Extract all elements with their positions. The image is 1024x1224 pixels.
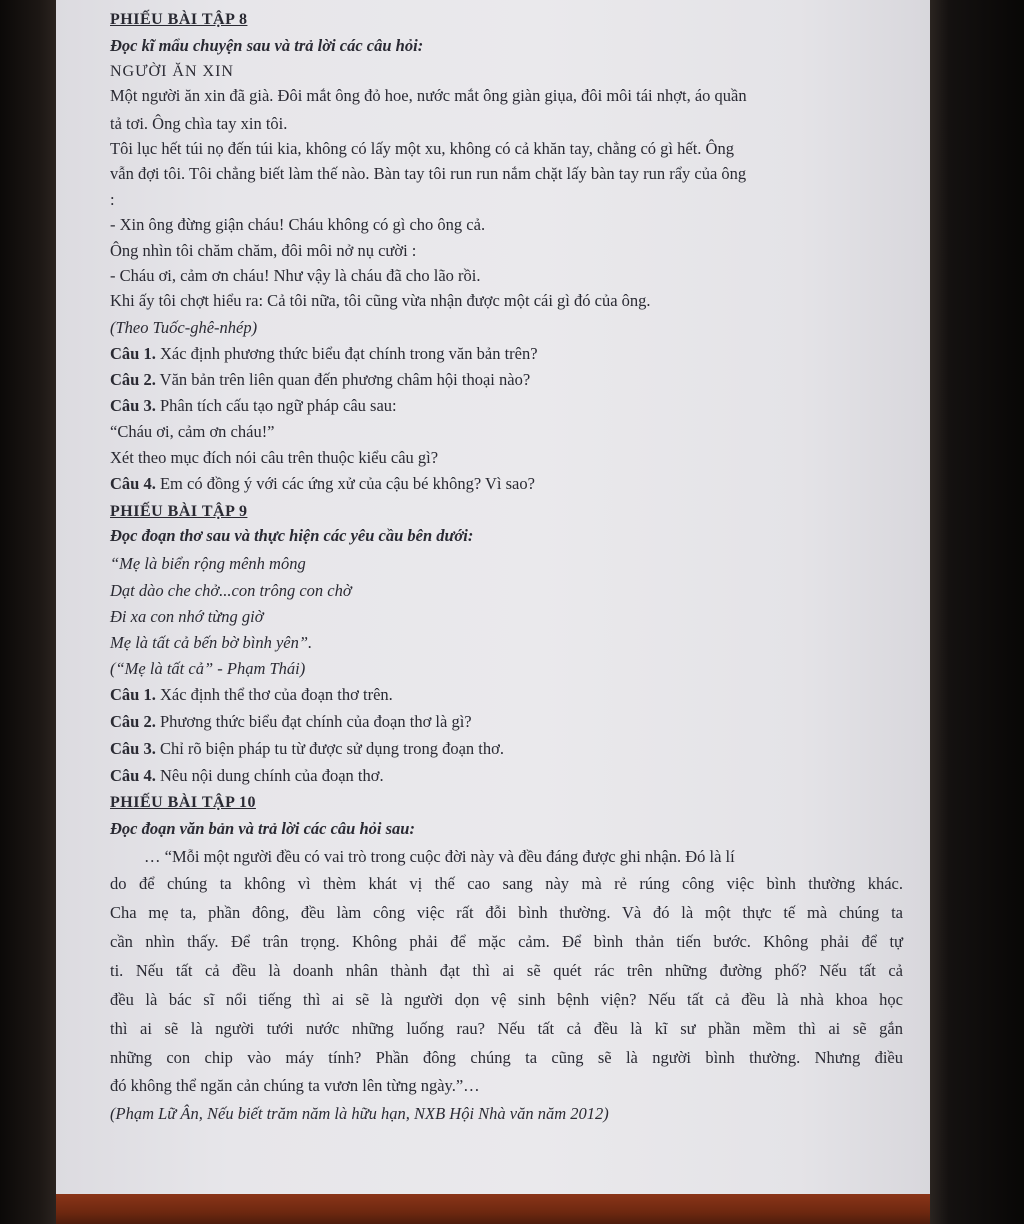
- question-text: Phân tích cấu tạo ngữ pháp câu sau:: [155, 396, 397, 415]
- story-line: - Xin ông đừng giận cháu! Cháu không có gì cho ông cả.: [110, 215, 486, 234]
- passage-source: (Phạm Lữ Ân, Nếu biết trăm năm là hữu hạn, NXB Hội Nhà văn năm 2012): [110, 1104, 609, 1123]
- passage-line: những con chip vào máy tính? Phần đông chúng ta cũng sẽ là người bình thường. Nhưng điều: [110, 1048, 903, 1067]
- table-surface: [56, 1194, 930, 1224]
- quoted-sentence: “Cháu ơi, cảm ơn cháu!”: [110, 422, 275, 441]
- story-line: tả tơi. Ông chìa tay xin tôi.: [110, 114, 288, 133]
- story-source: (Theo Tuốc-ghê-nhép): [110, 318, 258, 337]
- question-text: Em có đồng ý với các ứng xử của cậu bé không? Vì sao?: [155, 474, 535, 493]
- question-number: Câu 2.: [110, 370, 156, 389]
- question-number: Câu 3.: [110, 739, 156, 758]
- question-text: Văn bản trên liên quan đến phương châm hội thoại nào?: [155, 370, 531, 389]
- poem-line: Dạt dào che chở...con trông con chờ: [110, 581, 352, 600]
- question-text: Phương thức biểu đạt chính của đoạn thơ là gì?: [155, 712, 472, 731]
- question-number: Câu 4.: [110, 474, 156, 493]
- question: [110, 370, 530, 390]
- question: [110, 766, 384, 786]
- sheet10-heading: PHIẾU BÀI TẬP 10: [110, 794, 256, 811]
- question: [110, 685, 393, 705]
- passage-line: ti. Nếu tất cả đều là doanh nhân thành đạt thì ai sẽ quét rác trên những đường phố? Nếu tất cả: [110, 961, 903, 980]
- passage-line: đó không thể ngăn cản chúng ta vươn lên từng ngày.”…: [110, 1076, 480, 1095]
- story-title: NGƯỜI ĂN XIN: [110, 63, 234, 80]
- passage-line: do để chúng ta không vì thèm khát vị thế cao sang này mà rẻ rúng công việc bình thường khác.: [110, 874, 903, 893]
- question-number: Câu 4.: [110, 766, 156, 785]
- question: [110, 712, 472, 732]
- question-number: Câu 1.: [110, 685, 156, 704]
- poem-line: “Mẹ là biển rộng mênh mông: [110, 554, 306, 573]
- story-line: Tôi lục hết túi nọ đến túi kia, không có lấy một xu, không có cả khăn tay, chẳng có gì hết. Ông: [110, 139, 734, 158]
- story-line: Khi ấy tôi chợt hiểu ra: Cả tôi nữa, tôi cũng vừa nhận được một cái gì đó của ông.: [110, 291, 651, 310]
- passage-line: thì ai sẽ là người tưới nước những luống rau? Nếu tất cả đều là kĩ sư phần mềm thì ai sẽ gắn: [110, 1019, 903, 1038]
- sheet8-instruction: Đọc kĩ mẩu chuyện sau và trả lời các câu hỏi:: [110, 36, 424, 55]
- photo-left-edge: [0, 0, 56, 1224]
- passage-line: … “Mỗi một người đều có vai trò trong cuộc đời này và đều đáng được ghi nhận. Đó là lí: [144, 847, 735, 866]
- sheet10-instruction: Đọc đoạn văn bản và trả lời các câu hỏi sau:: [110, 819, 415, 838]
- story-line: vẫn đợi tôi. Tôi chẳng biết làm thế nào. Bàn tay tôi run run nắm chặt lấy bàn tay run rẩy của ông: [110, 164, 747, 183]
- question: [110, 344, 538, 364]
- question-text: Xác định phương thức biểu đạt chính trong văn bản trên?: [155, 344, 538, 363]
- passage-line: cần nhìn thấy. Để trân trọng. Không phải để mặc cảm. Để bình thản tiến bước. Không phải để tự: [110, 932, 903, 951]
- photo-right-edge: [930, 0, 1024, 1224]
- question-text: Xác định thể thơ của đoạn thơ trên.: [155, 685, 393, 704]
- passage-line: Cha mẹ ta, phần đông, đều làm công việc rất đỗi bình thường. Và đó là một thực tế mà chúng ta: [110, 903, 903, 922]
- sheet9-heading: PHIẾU BÀI TẬP 9: [110, 503, 248, 520]
- question-number: Câu 2.: [110, 712, 156, 731]
- question-number: Câu 3.: [110, 396, 156, 415]
- poem-line: Mẹ là tất cả bến bờ bình yên”.: [110, 633, 313, 652]
- question-text: Chỉ rõ biện pháp tu từ được sử dụng trong đoạn thơ.: [155, 739, 504, 758]
- story-line: :: [110, 190, 115, 209]
- sheet8-heading: PHIẾU BÀI TẬP 8: [110, 11, 248, 28]
- sheet9-instruction: Đọc đoạn thơ sau và thực hiện các yêu cầu bên dưới:: [110, 526, 474, 545]
- question: [110, 396, 397, 416]
- question-text: Nêu nội dung chính của đoạn thơ.: [155, 766, 384, 785]
- question-followup: Xét theo mục đích nói câu trên thuộc kiểu câu gì?: [110, 448, 439, 467]
- poem-source: (“Mẹ là tất cả” - Phạm Thái): [110, 659, 306, 678]
- story-line: Một người ăn xin đã già. Đôi mắt ông đỏ hoe, nước mắt ông giàn giụa, đôi môi tái nhợt, áo quần: [110, 86, 747, 105]
- question-number: Câu 1.: [110, 344, 156, 363]
- passage-line: đều là bác sĩ nổi tiếng thì ai sẽ là người dọn vệ sinh bệnh viện? Nếu tất cả đều là nhà khoa học: [110, 990, 903, 1009]
- question: [110, 474, 535, 494]
- story-line: Ông nhìn tôi chăm chăm, đôi môi nở nụ cười :: [110, 241, 417, 260]
- worksheet-page: [56, 0, 930, 1194]
- story-line: - Cháu ơi, cảm ơn cháu! Như vậy là cháu đã cho lão rồi.: [110, 266, 481, 285]
- question: [110, 739, 504, 759]
- poem-line: Đi xa con nhớ từng giờ: [110, 607, 264, 626]
